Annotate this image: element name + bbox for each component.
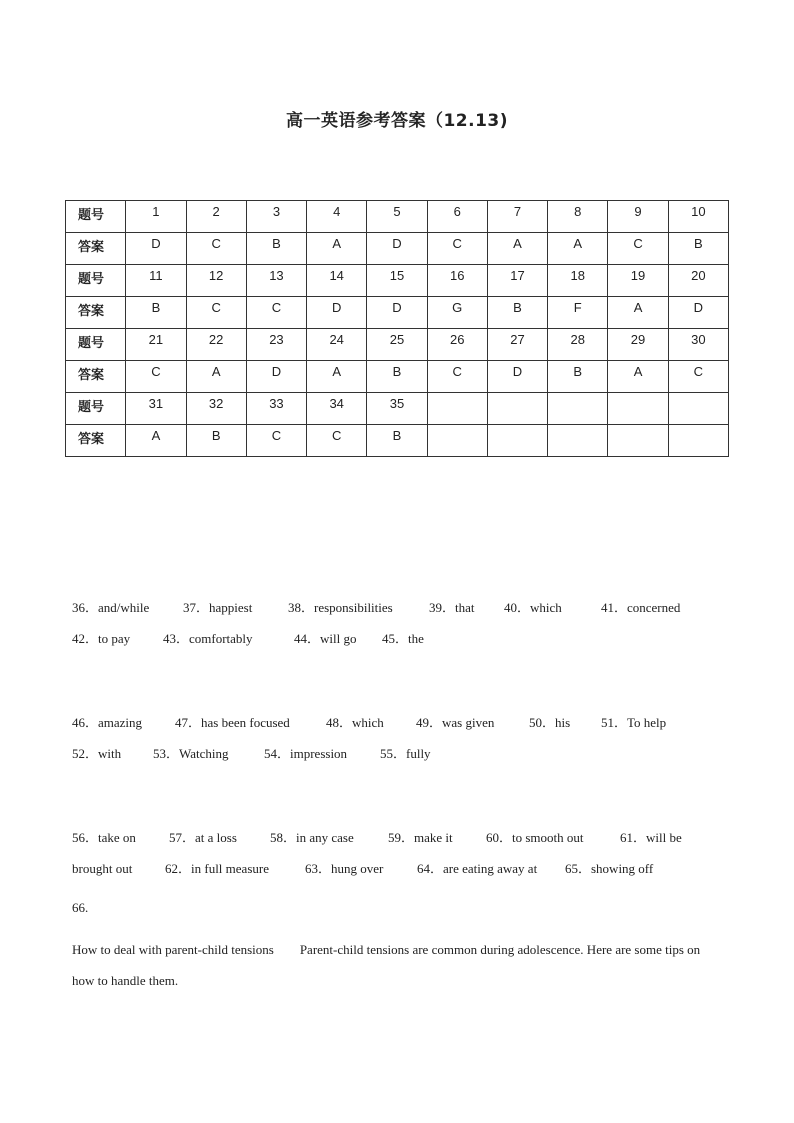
answer-table: [65, 200, 729, 457]
answer-item: 63．hung over: [305, 861, 384, 876]
answer-item: 61．will be: [620, 830, 682, 845]
question-row: [66, 265, 729, 297]
answer-item: 47．has been focused: [175, 715, 290, 730]
question-number-cell: 30: [668, 329, 728, 361]
question-number-cell: 23: [246, 329, 306, 361]
question-row: [66, 201, 729, 233]
question-number-cell: 24: [307, 329, 367, 361]
answer-cell: D: [668, 297, 728, 329]
answer-cell: C: [427, 233, 487, 265]
question-row: [66, 329, 729, 361]
section3-line2: [72, 858, 653, 877]
answer-cell: B: [367, 425, 427, 457]
answer-item: 54．impression: [264, 746, 348, 761]
question-number-cell: 3: [246, 201, 306, 233]
answer-item: 37．happiest: [183, 600, 253, 615]
answer-cell: C: [427, 361, 487, 393]
answer-cell: D: [367, 233, 427, 265]
answer-row: [66, 425, 729, 457]
question-number-cell: 18: [548, 265, 608, 297]
answer-cell: [668, 425, 728, 457]
question-number-cell: 31: [126, 393, 186, 425]
answer-cell: [548, 425, 608, 457]
answer-cell: B: [487, 297, 547, 329]
answer-cell: D: [246, 361, 306, 393]
question-number-cell: 10: [668, 201, 728, 233]
question-number-cell: 17: [487, 265, 547, 297]
question-number-cell: 26: [427, 329, 487, 361]
question-number-cell: 11: [126, 265, 186, 297]
answer-cell: [608, 425, 668, 457]
question-number-cell: 1: [126, 201, 186, 233]
answer-item: 60．to smooth out: [486, 830, 584, 845]
answer-cell: B: [367, 361, 427, 393]
q66-label: 66.: [72, 900, 89, 915]
answer-label: 答案: [66, 233, 126, 265]
question-number-cell: 12: [186, 265, 246, 297]
answer-item: 64．are eating away at: [417, 861, 538, 876]
question-number-label: 题号: [66, 329, 126, 361]
answer-label: 答案: [66, 297, 126, 329]
answer-cell: B: [186, 425, 246, 457]
answer-cell: D: [307, 297, 367, 329]
answer-item: 46．amazing: [72, 715, 143, 730]
question-number-cell: 5: [367, 201, 427, 233]
question-number-cell: 9: [608, 201, 668, 233]
question-number-cell: 8: [548, 201, 608, 233]
answer-cell: A: [307, 361, 367, 393]
question-number-cell: 14: [307, 265, 367, 297]
question-number-cell: 15: [367, 265, 427, 297]
section2-line2: [72, 743, 431, 762]
answer-item: 39．that: [429, 600, 475, 615]
question-number-cell: 28: [548, 329, 608, 361]
question-number-cell: 21: [126, 329, 186, 361]
section3-line1: [72, 827, 682, 846]
question-number-label: 题号: [66, 265, 126, 297]
answer-cell: D: [126, 233, 186, 265]
answer-cell: C: [307, 425, 367, 457]
answer-item: 48．which: [326, 715, 384, 730]
answer-row: [66, 233, 729, 265]
question-number-cell: 25: [367, 329, 427, 361]
question-number-cell: 2: [186, 201, 246, 233]
answer-item: 49．was given: [416, 715, 495, 730]
answer-item: 59．make it: [388, 830, 453, 845]
answer-label: 答案: [66, 361, 126, 393]
question-number-label: 题号: [66, 201, 126, 233]
answer-cell: B: [246, 233, 306, 265]
answer-item: 55．fully: [380, 746, 431, 761]
answer-cell: A: [186, 361, 246, 393]
answer-item: 53．Watching: [153, 746, 229, 761]
answer-cell: C: [126, 361, 186, 393]
question-number-cell: 33: [246, 393, 306, 425]
answer-item: 50．his: [529, 715, 571, 730]
answer-cell: C: [186, 233, 246, 265]
answer-item: 45．the: [382, 631, 424, 646]
answer-cell: A: [608, 297, 668, 329]
answer-item: 52．with: [72, 746, 122, 761]
section1-line2: [72, 628, 424, 647]
answer-cell: A: [487, 233, 547, 265]
answer-cell: B: [126, 297, 186, 329]
q66-text: How to deal with parent-child tensions Parent-child tensions are common during adolescence. Here are some tips on how to handle them.: [72, 942, 704, 988]
question-number-cell: 32: [186, 393, 246, 425]
answer-item: 43．comfortably: [163, 631, 253, 646]
answer-item: 58．in any case: [270, 830, 354, 845]
question-number-cell: 6: [427, 201, 487, 233]
answer-cell: C: [608, 233, 668, 265]
answer-item: 41．concerned: [601, 600, 681, 615]
question-number-cell: 27: [487, 329, 547, 361]
question-row: [66, 393, 729, 425]
question-number-cell: [608, 393, 668, 425]
answer-item: 36．and/while: [72, 600, 150, 615]
answer-cell: A: [126, 425, 186, 457]
answer-label: 答案: [66, 425, 126, 457]
question-number-cell: 19: [608, 265, 668, 297]
question-number-cell: 35: [367, 393, 427, 425]
question-number-cell: 29: [608, 329, 668, 361]
answer-cell: F: [548, 297, 608, 329]
question-number-cell: 22: [186, 329, 246, 361]
question-number-label: 题号: [66, 393, 126, 425]
answer-cell: G: [427, 297, 487, 329]
question-number-cell: 34: [307, 393, 367, 425]
answer-cell: C: [246, 297, 306, 329]
answer-item: 38．responsibilities: [288, 600, 393, 615]
answer-item: 51．To help: [601, 715, 667, 730]
question-number-cell: 13: [246, 265, 306, 297]
section2-line1: [72, 712, 666, 731]
answer-cell: B: [548, 361, 608, 393]
answer-item: 62．in full measure: [165, 861, 269, 876]
answer-item: 40．which: [504, 600, 562, 615]
answer-cell: A: [307, 233, 367, 265]
answer-cell: D: [487, 361, 547, 393]
answer-cell: C: [668, 361, 728, 393]
question-number-cell: [548, 393, 608, 425]
page-title: 高一英语参考答案（12.13): [285, 111, 509, 131]
answer-cell: D: [367, 297, 427, 329]
section1-line1: [72, 597, 680, 616]
answer-cell: [427, 425, 487, 457]
question-number-cell: [487, 393, 547, 425]
answer-cell: C: [186, 297, 246, 329]
question-number-cell: 4: [307, 201, 367, 233]
answer-row: [66, 297, 729, 329]
answer-cell: A: [548, 233, 608, 265]
answer-row: [66, 361, 729, 393]
question-number-cell: 20: [668, 265, 728, 297]
question-number-cell: [668, 393, 728, 425]
question-number-cell: [427, 393, 487, 425]
answer-item: 56．take on: [72, 830, 136, 845]
answer-cell: B: [668, 233, 728, 265]
answer-item: 44．will go: [294, 631, 357, 646]
answer-cell: A: [608, 361, 668, 393]
question-number-cell: 16: [427, 265, 487, 297]
question-number-cell: 7: [487, 201, 547, 233]
answer-item: brought out: [72, 861, 133, 876]
answer-item: 42．to pay: [72, 631, 131, 646]
answer-cell: [487, 425, 547, 457]
answer-item: 65．showing off: [565, 861, 654, 876]
answer-cell: C: [246, 425, 306, 457]
answer-item: 57．at a loss: [169, 830, 237, 845]
